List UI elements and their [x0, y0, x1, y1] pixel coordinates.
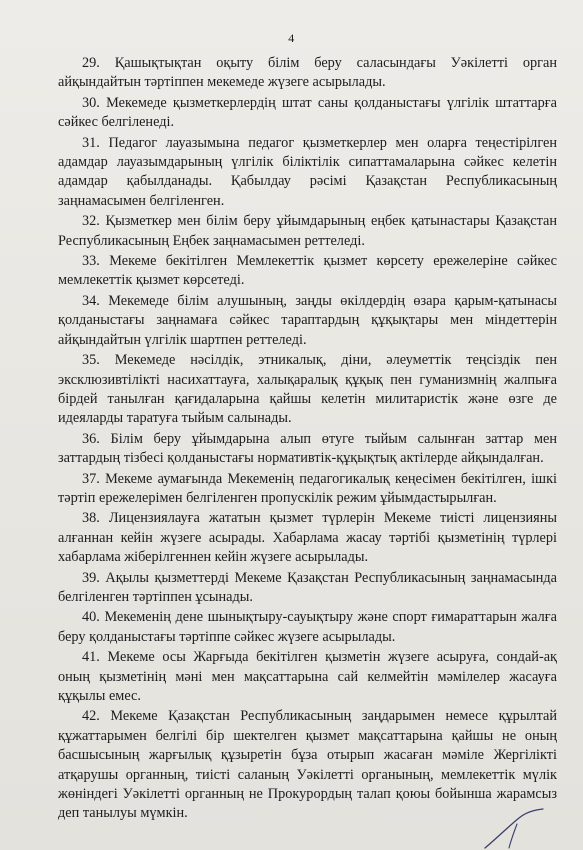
signature-mark — [479, 804, 549, 850]
page-number: 4 — [288, 31, 295, 45]
paragraph-41: 41. Мекеме осы Жарғыда бекітілген қызметін жүзеге асыруға, сондай-ақ оның қызметінің мәні мен мақсаттарына сай келмейтін мәмілелер жасауға құқылы емес. — [58, 649, 557, 704]
paragraph-42: 42. Мекеме Қазақстан Республикасының заңдарымен немесе құрылтай құжаттарымен белгілі бір шектелген қызмет мақсаттарына қайшы не оның басшысының жарғылық құзыретін бұза отырып жасаған мәміле Жергілікті атқарушы органның, тиісті саланың Уәкілетті органының, мемлекеттік мүлік жөніндегі Уәкілетті органның не Прокурордың талап қоюы бойынша жарамсыз деп танылуы мүмкін. — [58, 708, 557, 822]
paragraph-39: 39. Ақылы қызметтерді Мекеме Қазақстан Республикасының заңнамасында белгіленген тәртіппен ұсынады. — [58, 569, 557, 605]
paragraph-34: 34. Мекемеде білім алушының, заңды өкілдердің өзара қарым-қатынасы қолданыстағы заңнамаға сәйкес тараптардың құқықтары мен міндеттерін айқындайтын үлгілік шартпен реттеледі. — [58, 292, 557, 348]
paragraph-36: 36. Білім беру ұйымдарына алып өтуге тыйым салынған заттар мен заттардың тізбесі қолданыстағы нормативтік-құқықтық актілерде айқындалған. — [58, 430, 557, 467]
paragraph-29: 29. Қашықтықтан оқыту білім беру саласындағы Уәкілетті орган айқындайтын тәртіппен мекемеде жүзеге асырылады. — [58, 55, 557, 91]
paragraph-35: 35. Мекемеде нәсілдік, этникалық, діни, әлеуметтік теңсіздік пен эксклюзивтілікті насихаттауға, халықаралық құқық пен гуманизмнің жалпыға бірдей танылған қағидаларына қайшы келетін милитаристік және өзге де идеяларды таратуға тыйым салынады. — [58, 352, 557, 427]
paragraph-37: 37. Мекеме аумағында Мекеменің педагогикалық кеңесімен бекітілген, ішкі тәртіп ережелерімен белгіленген пропускілік режим ұйымдастырылған. — [58, 470, 557, 506]
paragraph-38: 38. Лицензиялауға жататын қызмет түрлерін Мекеме тиісті лицензияны алғаннан кейін жүзеге асырады. Хабарлама жасау тәртібі қызметінің түрлері хабарлама жіберілгеннен кейін жүзеге асырылады. — [58, 510, 557, 566]
paragraph-30: 30. Мекемеде қызметкерлердің штат саны қолданыстағы үлгілік штаттарға сәйкес белгіленеді. — [58, 94, 557, 131]
paragraph-32: 32. Қызметкер мен білім беру ұйымдарының еңбек қатынастары Қазақстан Республикасының Еңбек заңнамасымен реттеледі. — [58, 213, 557, 249]
paragraph-33: 33. Мекеме бекітілген Мемлекеттік қызмет көрсету ережелеріне сәйкес мемлекеттік қызмет көрсетеді. — [58, 253, 557, 289]
paragraph-40: 40. Мекеменің дене шынықтыру-сауықтыру және спорт ғимараттарын жалға беру қолданыстағы тәртіппе сәйкес жүзеге асырылады. — [58, 609, 557, 645]
paragraph-31: 31. Педагог лауазымына педагог қызметкерлер мен оларға теңестірілген адамдар лауазымдарының үлгілік біліктілік сипаттамаларына сәйкес келетін адамдар қабылданады. Қабылдау рәсімі Қазақстан Республикасының заңнамасымен белгіленген. — [58, 134, 557, 209]
